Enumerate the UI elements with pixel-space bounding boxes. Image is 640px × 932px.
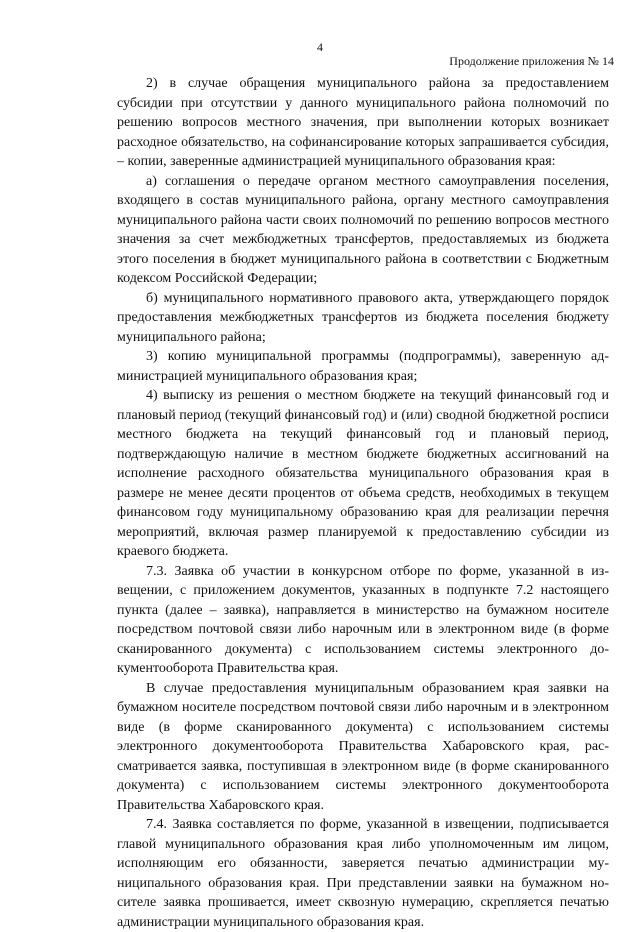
paragraph-submission-case: В случае предоставления муниципальным образованием края заявки на бумажном носителе посредством почтовой связи либо нарочным и в электронном виде (в форме сканированного документа) с использованием системы электронного документооборота Правительства Хабаровского края, рассматривается заявка, поступившая в электронном виде (в форме сканированного документа) с использованием системы электронного документооборота Правительства Хабаровского края. — [117, 680, 609, 813]
paragraph-item-3: 3) копию муниципальной программы (подпрограммы), заверенную администрацией муниципального образования края; — [117, 349, 609, 384]
page-number: 4 — [317, 40, 323, 54]
paragraph-7-3: 7.3. Заявка об участии в конкурсном отборе по форме, указанной в извещении, с приложением документов, указанных в подпункте 7.2 настоящего пункта (далее – заявка), направляется в министерство на бумажном носителе посредством почтовой связи либо нарочным или в электронном виде (в форме сканированного документа) с использованием системы электронного документооборота Правительства края. — [117, 563, 609, 676]
paragraph-item-4: 4) выписку из решения о местном бюджете на текущий финансовый год и плановый период (текущий финансовый год) и (или) сводной бюджетной росписи местного бюджета на текущий финансовый год и плановый период, подтверждающую наличие в местном бюджете бюджетных ассигнований на исполнение расходного обязательства муниципального образования края в размере не менее десяти процентов от объема средств, необходимых в текущем финансовом году муниципальному образованию края для реализации перечня мероприятий, включая размер планируемой к предоставлению субсидии из краевого бюджета. — [117, 388, 609, 559]
paragraph-subitem-b: б) муниципального нормативного правового акта, утверждающего порядок предоставления межбюджетных трансфертов из бюджета поселения бюджету муниципального района; — [117, 290, 609, 345]
document-body — [117, 74, 609, 932]
paragraph-subitem-a: а) соглашения о передаче органом местного самоуправления поселения, входящего в состав муниципального района, органу местного самоуправления муниципального района части своих полномочий по решению вопросов местного значения за счет межбюджетных трансфертов, предоставляемых из бюджета этого поселения в бюджет муниципального района в соответствии с Бюджетным кодексом Российской Федерации; — [117, 173, 609, 286]
paragraph-item-2: 2) в случае обращения муниципального района за предоставлением субсидии при отсутствии у данного муниципального района полномочий по решению вопросов местного значения, при выполнении которых возникает расходное обязательство, на софинансирование которых запрашивается субсидия, – копии, заверенные администрацией муниципального образования края: — [117, 76, 609, 169]
paragraph-7-4: 7.4. Заявка составляется по форме, указанной в извещении, подписывается главой муниципального образования края либо уполномоченным им лицом, исполняющим его обязанности, заверяется печатью администрации муниципального образования края. При представлении заявки на бумажном носителе заявка прошивается, имеет сквозную нумерацию, скрепляется печатью администрации муниципального образования края. — [117, 817, 609, 930]
appendix-continuation-note: Продолжение приложения № 14 — [449, 54, 614, 68]
